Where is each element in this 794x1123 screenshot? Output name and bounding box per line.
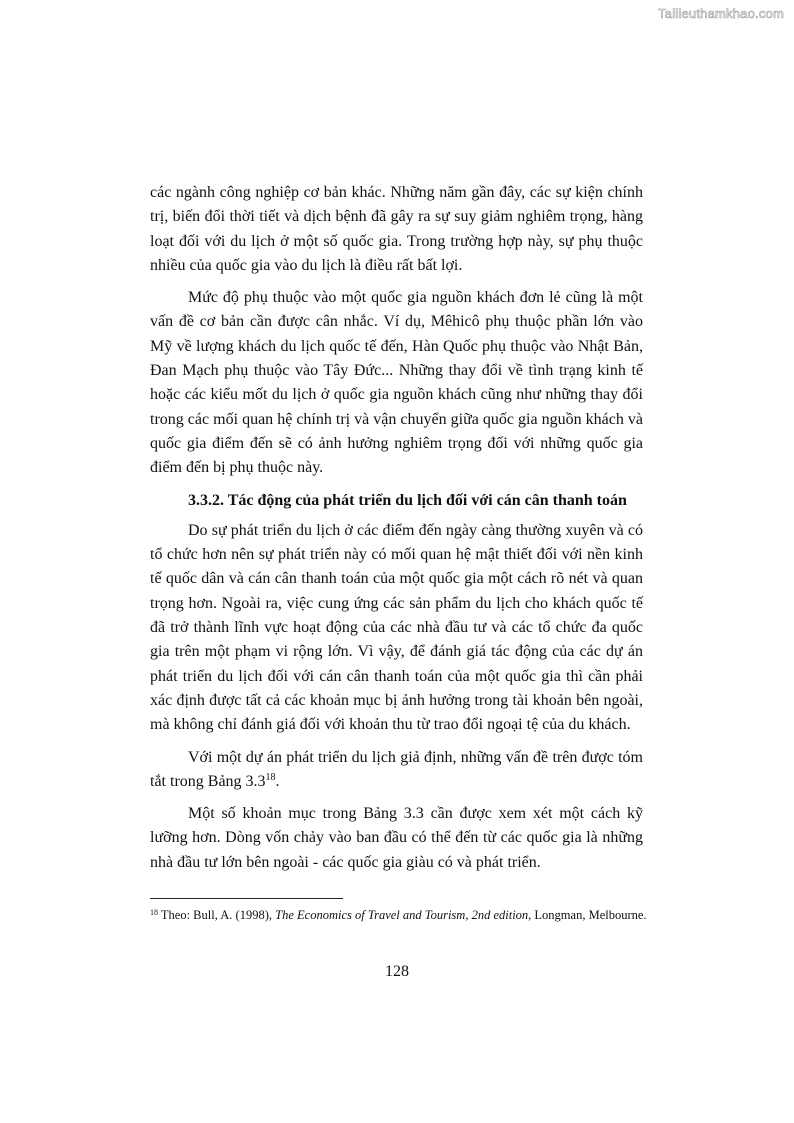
footnote-book-title: The Economics of Travel and Tourism <box>275 908 466 922</box>
footnote <box>150 907 650 923</box>
paragraph-text: Với một dự án phát triển du lịch giả định, những vấn đề trên được tóm tắt trong Bảng 3.3 <box>150 748 643 790</box>
paragraph-text-end: . <box>275 772 280 790</box>
paragraph: các ngành công nghiệp cơ bản khác. Những năm gần đây, các sự kiện chính trị, biến đổi thời tiết và dịch bệnh đã gây ra sự suy giảm nghiêm trọng, hàng loạt đối với du lịch ở một số quốc gia. Trong trường hợp này, sự phụ thuộc nhiều của quốc gia vào du lịch là điều rất bất lợi. <box>150 184 643 274</box>
page-number: 128 <box>385 963 409 980</box>
section-heading: 3.3.2. Tác động của phát triển du lịch đối với cán cân thanh toán <box>188 491 627 509</box>
footnote-divider <box>150 898 343 899</box>
paragraph: Một số khoản mục trong Bảng 3.3 cần được xem xét một cách kỹ lưỡng hơn. Dòng vốn chảy vào ban đầu có thể đến từ các quốc gia là những nhà đầu tư lớn bên ngoài - các quốc gia giàu có và phát triển. <box>150 805 643 871</box>
footnote-separator: , <box>465 908 472 922</box>
paragraph: Do sự phát triển du lịch ở các điểm đến ngày càng thường xuyên và có tổ chức hơn nên sự phát triển này có mối quan hệ mật thiết đối với nền kinh tế quốc dân và cán cân thanh toán của một quốc gia một cách rõ nét và quan trọng hơn. Ngoài ra, việc cung ứng các sản phẩm du lịch cho khách quốc tế đã trở thành lĩnh vực hoạt động của các nhà đầu tư và các tổ chức đa quốc gia trên một phạm vi rộng lớn. Vì vậy, để đánh giá tác động của các dự án phát triển du lịch đối với cán cân thanh toán của một quốc gia thì cần phải xác định được tất cả các khoản mục bị ảnh hưởng trong tài khoản bên ngoài, mà không chỉ đánh giá đối với khoản thu từ trao đổi ngoại tệ của du khách. <box>150 521 643 734</box>
footnote-reference[interactable]: 18 <box>265 771 276 783</box>
footnote-suffix: , Longman, Melbourne. <box>528 908 647 922</box>
footnote-number: 18 <box>150 908 158 917</box>
page-body <box>150 181 643 883</box>
footnote-prefix: Theo: Bull, A. (1998), <box>158 908 276 922</box>
watermark: Tailieuthamkhao.com <box>658 6 784 21</box>
paragraph <box>150 746 643 795</box>
paragraph: Mức độ phụ thuộc vào một quốc gia nguồn khách đơn lẻ cũng là một vấn đề cơ bản cần được cân nhắc. Ví dụ, Mêhicô phụ thuộc phần lớn vào Mỹ về lượng khách du lịch quốc tế đến, Hàn Quốc phụ thuộc vào Nhật Bản, Đan Mạch phụ thuộc vào Tây Đức... Những thay đổi về tình trạng kinh tế hoặc các kiểu mốt du lịch ở quốc gia nguồn khách cũng như những thay đổi trong các mối quan hệ chính trị và vận chuyển giữa quốc gia nguồn khách và quốc gia điểm đến sẽ có ảnh hưởng nghiêm trọng đối với những quốc gia điểm đến bị phụ thuộc này. <box>150 289 643 477</box>
footnote-edition: 2nd edition <box>471 908 529 922</box>
